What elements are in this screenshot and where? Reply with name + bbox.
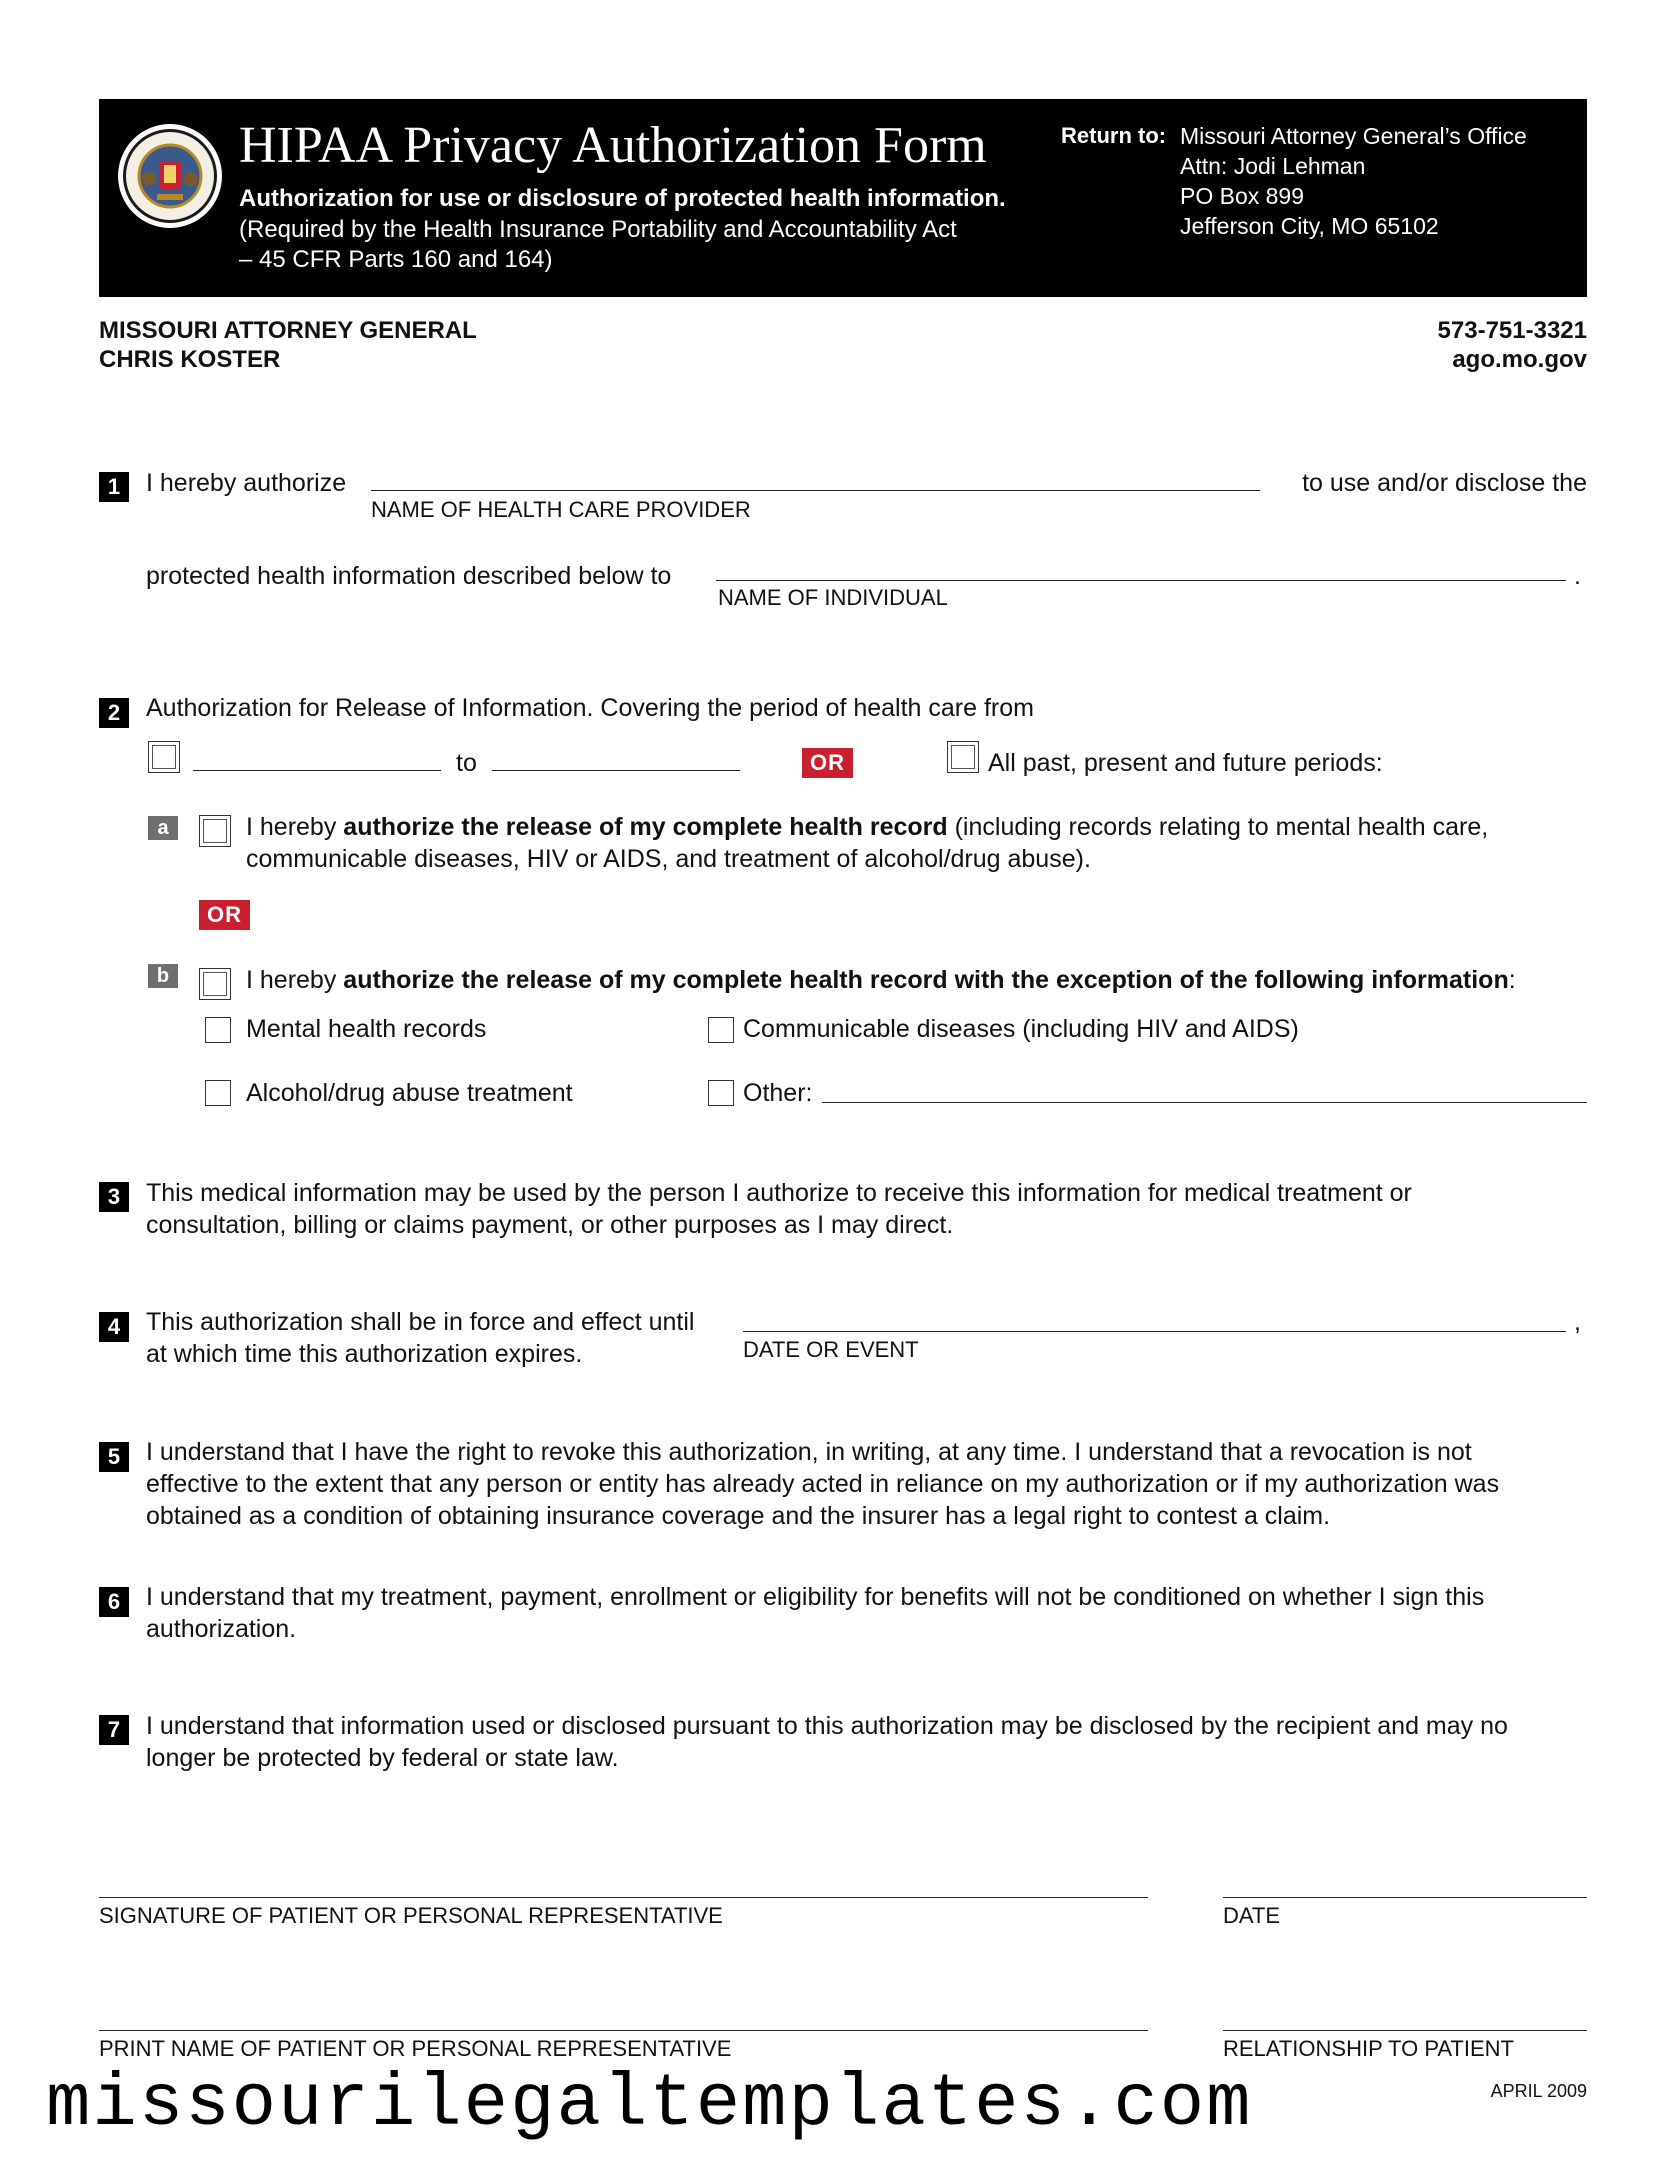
s5-line2: effective to the extent that any person or entity has already acted in reliance on my authorization or if my authorization was [146, 1470, 1500, 1498]
return-line: Jefferson City, MO 65102 [1180, 213, 1439, 239]
option-a-bold: authorize the release of my complete health record [343, 813, 948, 841]
period-range-checkbox[interactable] [148, 741, 180, 773]
section-number-7: 7 [99, 1715, 129, 1745]
print-name-caption: PRINT NAME OF PATIENT OR PERSONAL REPRESENTATIVE [99, 2036, 732, 2061]
option-b-pre: I hereby [246, 966, 337, 994]
agency-name [99, 316, 477, 374]
s4-comma: , [1574, 1308, 1581, 1336]
agency-officer: CHRIS KOSTER [99, 346, 281, 373]
s2-text: Authorization for Release of Information. Covering the period of health care from [146, 694, 1034, 722]
exception-record-checkbox[interactable] [199, 968, 231, 1000]
s2-to: to [456, 749, 477, 777]
agency-line: MISSOURI ATTORNEY GENERAL [99, 317, 477, 344]
individual-caption: NAME OF INDIVIDUAL [718, 585, 948, 610]
all-periods-checkbox[interactable] [947, 741, 979, 773]
state-seal-icon [115, 121, 225, 231]
expiration-caption: DATE OR EVENT [743, 1337, 919, 1362]
complete-record-checkbox[interactable] [199, 815, 231, 847]
option-a-post: (including records relating to mental health care, [954, 813, 1489, 841]
form-title: HIPAA Privacy Authorization Form [239, 117, 987, 174]
section-number-3: 3 [99, 1182, 129, 1212]
s5-line1: I understand that I have the right to revoke this authorization, in writing, at any time. I understand that a revocation is not [146, 1438, 1472, 1466]
signature-field[interactable] [99, 1897, 1148, 1898]
option-b-bold: authorize the release of my complete health record with the exception of the following information [343, 966, 1509, 994]
period-to-field[interactable] [492, 770, 740, 771]
return-label: Return to: [1061, 123, 1167, 148]
alcohol-drug-checkbox[interactable] [205, 1080, 231, 1106]
section-number-5: 5 [99, 1442, 129, 1472]
revision-date: APRIL 2009 [1490, 2081, 1587, 2101]
option-b-badge: b [148, 964, 178, 988]
agency-contact [1438, 316, 1587, 374]
all-periods-label: All past, present and future periods: [988, 749, 1383, 777]
return-line: Missouri Attorney General’s Office [1180, 123, 1527, 149]
expiration-field[interactable] [743, 1331, 1566, 1332]
agency-website[interactable]: ago.mo.gov [1452, 346, 1587, 373]
provider-name-field[interactable] [371, 490, 1260, 491]
relationship-caption: RELATIONSHIP TO PATIENT [1223, 2036, 1514, 2061]
signature-caption: SIGNATURE OF PATIENT OR PERSONAL REPRESENTATIVE [99, 1903, 723, 1928]
option-b-post: : [1508, 966, 1516, 994]
form-subtitle-line3: – 45 CFR Parts 160 and 164) [239, 246, 553, 273]
form-subtitle-line2: (Required by the Health Insurance Portability and Accountability Act [239, 216, 957, 243]
other-field[interactable] [822, 1102, 1587, 1103]
relationship-field[interactable] [1223, 2030, 1587, 2031]
period-from-field[interactable] [193, 770, 441, 771]
section-number-2: 2 [99, 698, 129, 728]
alcohol-drug-label: Alcohol/drug abuse treatment [246, 1079, 573, 1107]
or-badge-2: OR [199, 900, 250, 930]
s4-line1: This authorization shall be in force and effect until [146, 1308, 695, 1336]
date-field[interactable] [1223, 1897, 1587, 1898]
communicable-label: Communicable diseases (including HIV and AIDS) [743, 1015, 1299, 1043]
return-line: PO Box 899 [1180, 183, 1305, 209]
mental-health-checkbox[interactable] [205, 1017, 231, 1043]
option-b-text [246, 964, 1516, 996]
communicable-checkbox[interactable] [708, 1017, 734, 1043]
section-number-6: 6 [99, 1587, 129, 1617]
provider-caption: NAME OF HEALTH CARE PROVIDER [371, 497, 751, 522]
return-address [1180, 121, 1527, 241]
s6-line2: authorization. [146, 1615, 297, 1643]
option-a-text [246, 811, 1488, 843]
s1-period: . [1574, 562, 1581, 590]
s1-text-c: protected health information described below to [146, 562, 672, 590]
or-badge: OR [802, 748, 853, 778]
form-subtitle: Authorization for use or disclosure of protected health information. [239, 185, 1006, 212]
print-name-field[interactable] [99, 2030, 1148, 2031]
watermark-text: missourilegaltemplates.com [46, 2063, 1253, 2147]
s4-line2: at which time this authorization expires. [146, 1340, 583, 1368]
s3-line1: This medical information may be used by the person I authorize to receive this information for medical treatment or [146, 1179, 1412, 1207]
section-number-1: 1 [99, 472, 129, 502]
option-a-line2: communicable diseases, HIV or AIDS, and treatment of alcohol/drug abuse). [246, 845, 1091, 873]
agency-phone: 573-751-3321 [1437, 317, 1587, 344]
s1-text-a: I hereby authorize [146, 469, 347, 497]
s7-line2: longer be protected by federal or state law. [146, 1744, 619, 1772]
s5-line3: obtained as a condition of obtaining insurance coverage and the insurer has a legal right to contest a claim. [146, 1502, 1331, 1530]
return-line: Attn: Jodi Lehman [1180, 153, 1366, 179]
option-a-badge: a [148, 816, 178, 840]
other-checkbox[interactable] [708, 1080, 734, 1106]
s3-line2: consultation, billing or claims payment, or other purposes as I may direct. [146, 1211, 954, 1239]
mental-health-label: Mental health records [246, 1015, 487, 1043]
other-label: Other: [743, 1079, 813, 1107]
s7-line1: I understand that information used or disclosed pursuant to this authorization may be disclosed by the recipient and may no [146, 1712, 1508, 1740]
s6-line1: I understand that my treatment, payment, enrollment or eligibility for benefits will not be conditioned on whether I sign this [146, 1583, 1485, 1611]
individual-name-field[interactable] [716, 580, 1566, 581]
form-header [99, 99, 1587, 297]
option-a-pre: I hereby [246, 813, 337, 841]
section-number-4: 4 [99, 1312, 129, 1342]
date-caption: DATE [1223, 1903, 1281, 1928]
s1-text-b: to use and/or disclose the [1302, 469, 1587, 497]
